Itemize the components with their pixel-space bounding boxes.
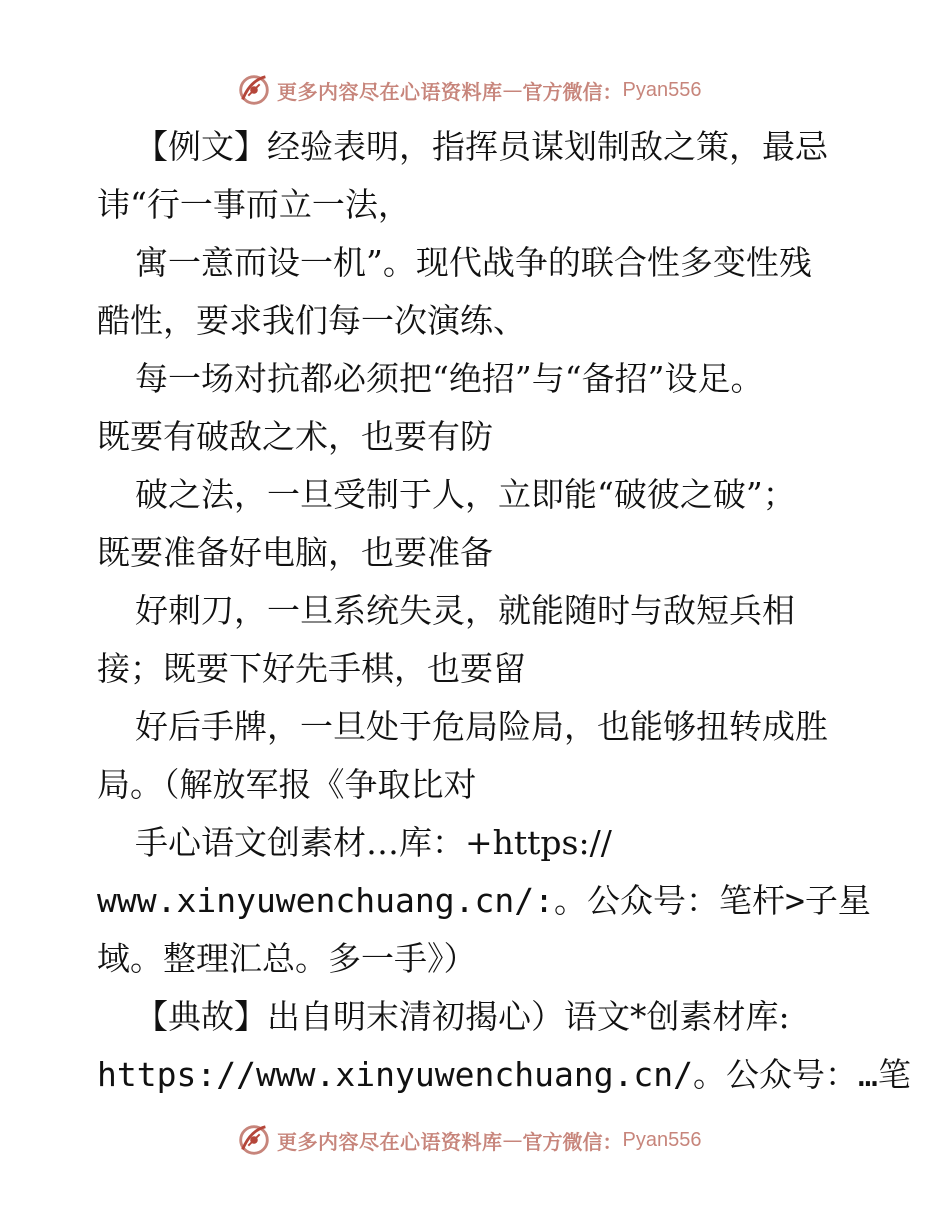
watermark-wechat-label: 官方微信： bbox=[522, 1129, 623, 1154]
pen-logo-icon bbox=[235, 71, 273, 109]
text-line: 每一场对抗都必须把“绝招”与“备招”设足。 bbox=[135, 359, 764, 398]
watermark-text: 更多内容尽在心语资料库 bbox=[277, 79, 503, 104]
watermark-wechat-id: Pyan556 bbox=[622, 1128, 702, 1151]
watermark-wechat-label: 官方微信： bbox=[522, 79, 623, 104]
text-line: 破之法，一旦受制于人，立即能“破彼之破”； bbox=[135, 475, 796, 514]
text-line: 局。（解放军报《争取比对 bbox=[97, 765, 477, 804]
watermark-dash: — bbox=[502, 78, 523, 102]
document-body bbox=[97, 118, 911, 1104]
text-line: 【典故】出自明末清初揭心）语文*创素材库: bbox=[135, 997, 790, 1036]
text-line: https://www.xinyuwenchuang.cn/。公众号：…笔 bbox=[97, 1055, 911, 1094]
text-line: 【例文】经验表明，指挥员谋划制敌之策，最忌 bbox=[135, 127, 828, 166]
watermark-banner-bottom bbox=[235, 1120, 701, 1160]
watermark-wechat-id: Pyan556 bbox=[622, 78, 702, 101]
text-line: 好刺刀，一旦系统失灵，就能随时与敌短兵相 bbox=[135, 591, 795, 630]
text-line: 既要准备好电脑，也要准备 bbox=[97, 533, 493, 572]
text-line: 域。整理汇总。多一手》） bbox=[97, 939, 477, 978]
text-line: www.xinyuwenchuang.cn/:。公众号：笔杆>子星 bbox=[97, 881, 871, 920]
pen-logo-icon bbox=[235, 1121, 273, 1159]
watermark-banner-top bbox=[235, 70, 701, 110]
watermark-dash: — bbox=[502, 1128, 523, 1152]
text-line: 既要有破敌之术，也要有防 bbox=[97, 417, 493, 456]
text-line: 酷性，要求我们每一次演练、 bbox=[97, 301, 526, 340]
text-line: 接；既要下好先手棋，也要留 bbox=[97, 649, 526, 688]
watermark-text: 更多内容尽在心语资料库 bbox=[277, 1129, 503, 1154]
text-line: 讳“行一事而立一法， bbox=[97, 185, 411, 224]
text-line: 寓一意而设一机”。现代战争的联合性多变性残 bbox=[135, 243, 812, 282]
text-line: 手心语文创素材…库：+https:// bbox=[135, 823, 612, 862]
text-line: 好后手牌，一旦处于危局险局，也能够扭转成胜 bbox=[135, 707, 828, 746]
